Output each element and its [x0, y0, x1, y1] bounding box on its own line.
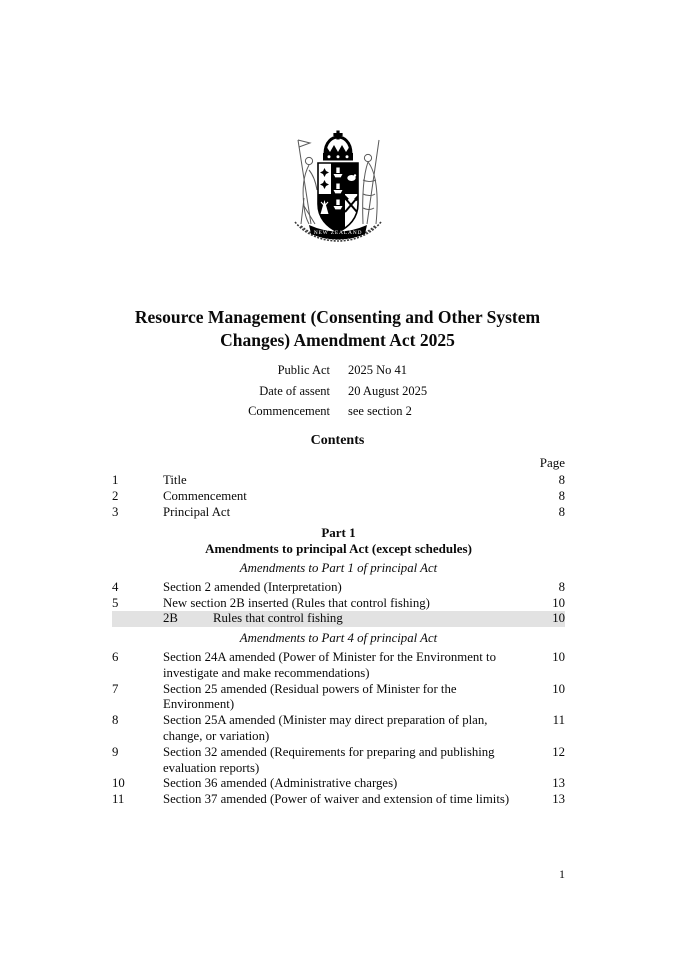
entry-label: Title	[163, 473, 187, 487]
entry-label: Section 25 amended (Residual powers of Minister for the Environment)	[163, 681, 457, 712]
shield	[318, 163, 360, 234]
entry-label: Principal Act	[163, 504, 231, 519]
entry-label: Commencement	[163, 488, 247, 503]
new-zealand-coat-of-arms-graphic	[281, 128, 395, 246]
entry-number: 2B	[163, 611, 178, 626]
entry-page-number: 10	[552, 681, 565, 696]
banner-text: NEW ZEALAND	[313, 230, 362, 236]
toc-entry[interactable]	[112, 776, 565, 792]
meta-label: Date of assent	[259, 383, 330, 398]
act-title-line-1: Resource Management (Consenting and Other System	[134, 307, 541, 327]
meta-value: 2025 No 41	[348, 363, 408, 377]
entry-page-number: 10	[552, 595, 565, 610]
entry-label: Section 2 amended (Interpretation)	[163, 579, 342, 594]
toc-entry[interactable]	[112, 611, 565, 627]
act-title	[0, 306, 675, 352]
entry-label: Section 24A amended (Power of Minister for the Environment to investigate and make recommendations)	[163, 649, 497, 680]
toc-entry[interactable]	[112, 596, 565, 612]
entry-page-number: 8	[558, 504, 565, 519]
toc-entry[interactable]	[112, 713, 565, 745]
entry-number: 10	[112, 776, 125, 791]
crosshead: Amendments to Part 4 of principal Act	[239, 631, 438, 646]
entry-label: Section 25A amended (Minister may direct preparation of plan, change, or variation)	[163, 713, 488, 743]
entry-page-number: 8	[558, 579, 565, 594]
entry-label: Section 37 amended (Power of waiver and extension of time limits)	[163, 792, 510, 807]
toc-entry[interactable]	[112, 473, 565, 489]
entry-label: Section 36 amended (Administrative charges)	[163, 776, 398, 791]
part-heading: Part 1	[321, 525, 356, 541]
entry-label: Section 32 amended (Requirements for preparing and publishing evaluation reports)	[163, 744, 495, 775]
entry-page-number: 13	[552, 792, 565, 807]
toc-entry[interactable]	[112, 745, 565, 777]
act-title-line-2: Changes) Amendment Act 2025	[220, 330, 455, 350]
toc-entry[interactable]	[112, 489, 565, 505]
entry-label: New section 2B inserted (Rules that control fishing)	[163, 595, 430, 610]
crown	[323, 131, 353, 161]
entry-page-number: 10	[552, 611, 565, 626]
entry-number: 7	[112, 681, 119, 696]
entry-page-number: 11	[552, 713, 565, 728]
entry-number: 9	[112, 744, 119, 759]
entry-page-number: 13	[552, 776, 565, 791]
toc-entry[interactable]	[112, 580, 565, 596]
entry-label: Rules that control fishing	[213, 611, 343, 626]
part-subheading: Amendments to principal Act (except schedules)	[205, 541, 472, 557]
toc-entry[interactable]	[112, 792, 565, 808]
entry-number: 5	[112, 595, 119, 610]
meta-value: 20 August 2025	[348, 383, 428, 398]
crosshead: Amendments to Part 1 of principal Act	[239, 560, 438, 575]
entry-number: 2	[112, 488, 119, 503]
table-of-contents	[112, 473, 565, 808]
footer-page-number: 1	[559, 867, 565, 881]
entry-number: 4	[112, 579, 119, 594]
toc-entry[interactable]	[112, 650, 565, 682]
meta-label: Public Act	[277, 363, 330, 377]
toc-entry[interactable]	[112, 505, 565, 521]
toc-entry[interactable]	[112, 682, 565, 714]
entry-number: 1	[112, 473, 119, 487]
meta-value: see section 2	[348, 404, 412, 418]
entry-number: 6	[112, 649, 119, 664]
act-metadata	[150, 364, 518, 418]
page-column-label: Page	[539, 455, 565, 470]
entry-page-number: 8	[558, 488, 565, 503]
entry-page-number: 8	[558, 473, 565, 487]
entry-page-number: 12	[552, 744, 565, 759]
coat-of-arms	[281, 128, 395, 251]
entry-page-number: 10	[552, 649, 565, 664]
entry-number: 8	[112, 713, 119, 728]
entry-number: 11	[112, 792, 125, 807]
contents-heading: Contents	[310, 433, 365, 448]
entry-number: 3	[112, 504, 119, 519]
meta-label: Commencement	[248, 404, 330, 418]
